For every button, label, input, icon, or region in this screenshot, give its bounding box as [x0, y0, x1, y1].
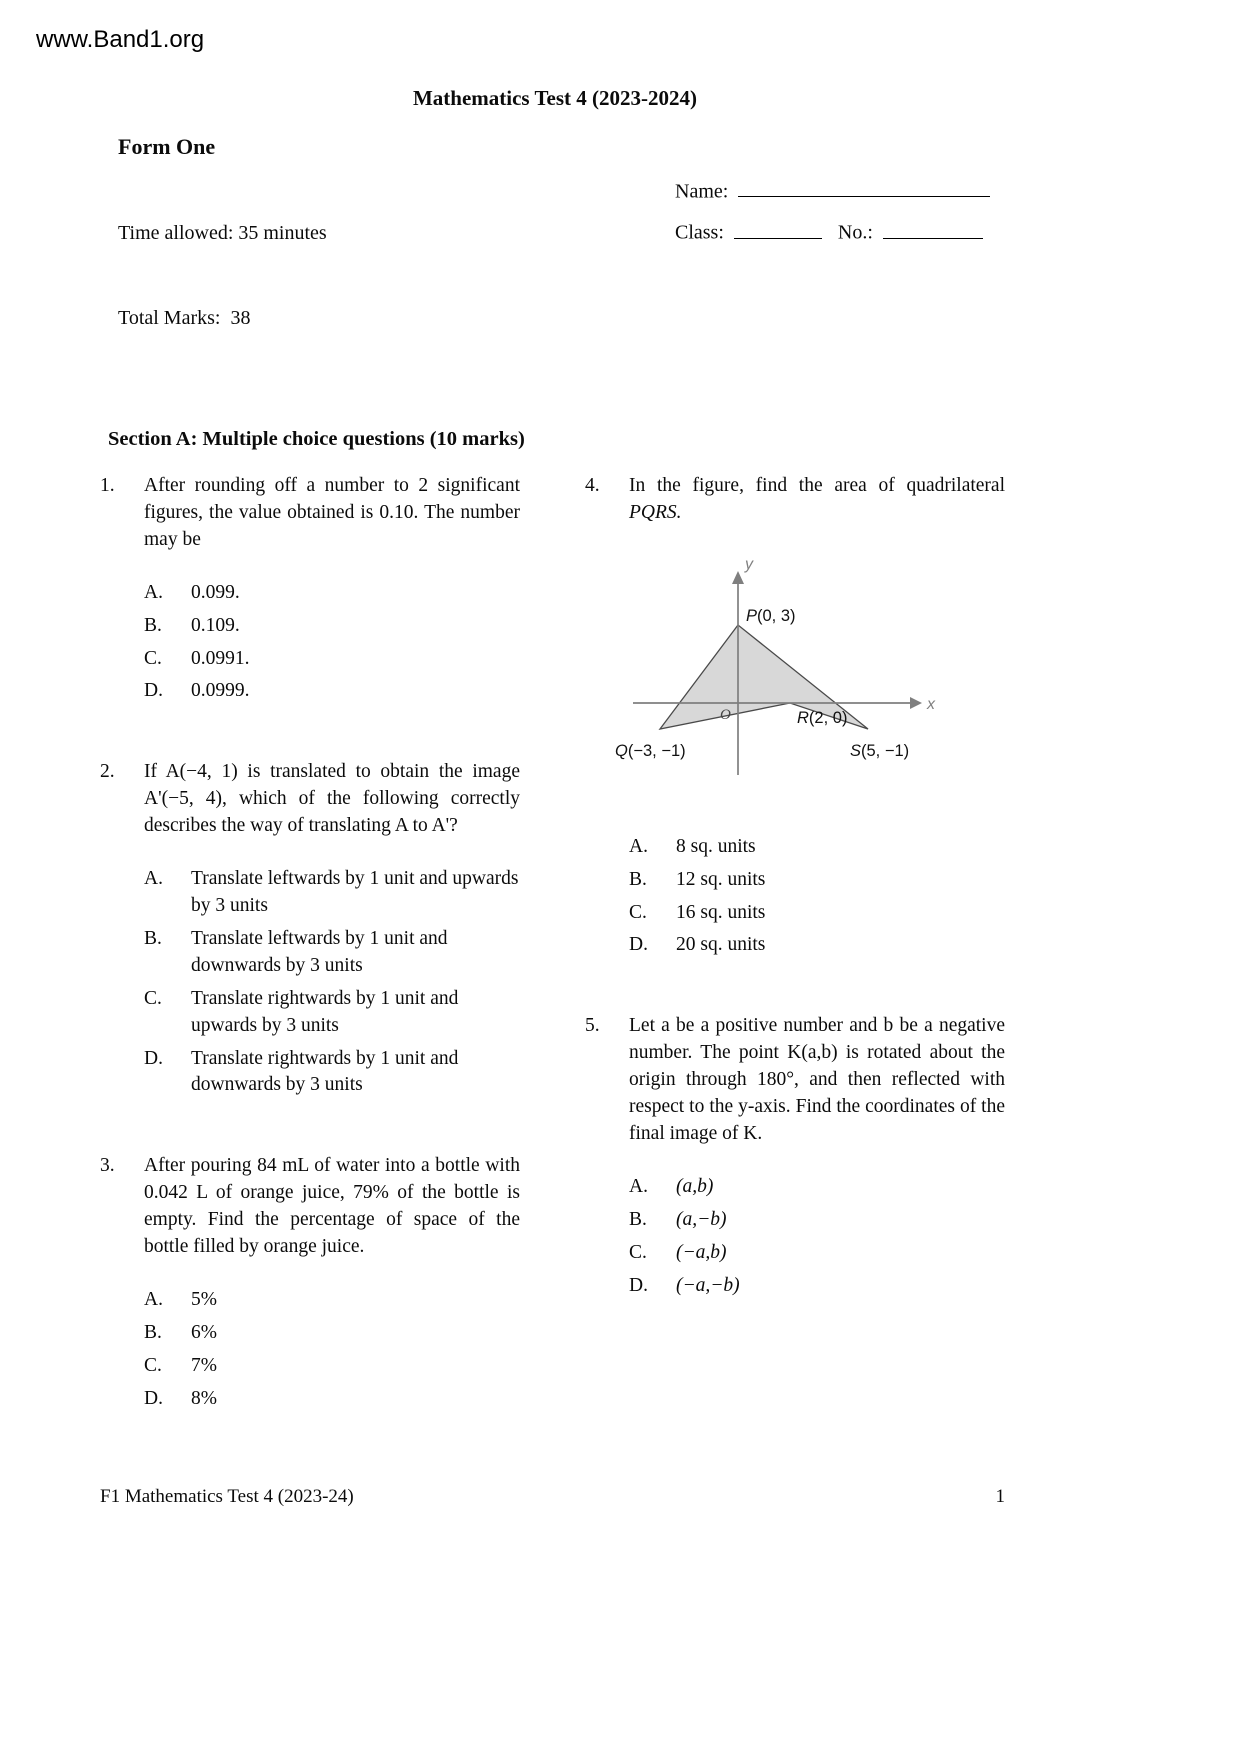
left-column [100, 473, 520, 1419]
form-heading: Form One [118, 134, 216, 159]
question-1 [100, 473, 520, 705]
site-url: www.Band1.org [36, 26, 205, 53]
option-letter: B. [144, 1321, 162, 1343]
option-row [629, 1174, 1005, 1201]
option-row [629, 1207, 1005, 1234]
question-3 [100, 1153, 520, 1412]
question-4-options [629, 834, 1005, 960]
option-letter: C. [629, 1241, 647, 1263]
question-2-options [144, 866, 520, 1099]
question-1-text: After rounding off a number to 2 significant figures, the value obtained is 0.10. The number may be [144, 475, 520, 550]
question-2 [100, 759, 520, 1099]
name-label: Name: [675, 180, 729, 203]
no-label: No.: [837, 221, 873, 244]
option-letter: A. [629, 835, 648, 857]
option-row [144, 1386, 520, 1413]
option-row [629, 900, 1005, 927]
q4-figure-wrapper [611, 543, 1005, 808]
option-letter: C. [144, 987, 162, 1009]
option-text: 0.0999. [191, 680, 250, 702]
option-text: Translate leftwards by 1 unit and downwards by 3 units [191, 927, 448, 976]
point-r-label: R(2, 0) [797, 708, 848, 727]
option-row [144, 678, 520, 705]
option-row [144, 1287, 520, 1314]
class-line [675, 217, 1005, 244]
option-row [629, 834, 1005, 861]
option-row [144, 1320, 520, 1347]
question-3-options [144, 1287, 520, 1413]
question-columns [100, 473, 1005, 1419]
page-content [100, 134, 1005, 1419]
question-5-number: 5. [585, 1015, 600, 1037]
option-text: Translate leftwards by 1 unit and upwards by 3 units [191, 868, 519, 916]
option-letter: A. [144, 581, 163, 603]
question-5-text: Let a be a positive number and b be a negative number. The point K(a,b) is rotated about the origin through 180°, and then reflected with respect to the y-axis. Find the coordinates of the final image of K. [629, 1015, 1005, 1144]
x-axis-label: x [927, 695, 935, 713]
class-label: Class: [675, 221, 724, 244]
question-3-number: 3. [100, 1155, 115, 1177]
option-letter: B. [144, 927, 162, 949]
question-4-text [629, 473, 1005, 527]
option-text: Translate rightwards by 1 unit and upwards by 3 units [191, 987, 459, 1036]
option-row [144, 580, 520, 607]
option-letter: C. [144, 647, 162, 669]
option-row [144, 1046, 520, 1100]
y-axis-arrow [732, 571, 744, 584]
no-blank-field[interactable] [883, 217, 983, 238]
exam-info-left [118, 176, 327, 392]
option-row [629, 1240, 1005, 1267]
point-q-label: Q(−3, −1) [615, 741, 686, 760]
question-5 [585, 1013, 1005, 1299]
option-row [144, 986, 520, 1040]
option-row [144, 646, 520, 673]
option-letter: D. [144, 1387, 163, 1409]
option-letter: D. [629, 934, 648, 956]
option-text: (−a,−b) [676, 1274, 740, 1296]
option-row [629, 1273, 1005, 1300]
option-text: 12 sq. units [676, 868, 766, 890]
q4-coordinate-figure [611, 543, 941, 799]
option-text: 0.109. [191, 614, 240, 636]
option-text: 6% [191, 1321, 217, 1343]
option-text: 20 sq. units [676, 934, 766, 956]
footer-left-text: F1 Mathematics Test 4 (2023-24) [100, 1486, 354, 1507]
option-text: 7% [191, 1354, 217, 1376]
option-letter: D. [144, 1047, 163, 1069]
x-axis-arrow [910, 697, 922, 709]
option-text: 5% [191, 1288, 217, 1310]
option-letter: A. [144, 1288, 163, 1310]
origin-label: O [720, 706, 731, 723]
option-letter: A. [629, 1175, 648, 1197]
question-1-options [144, 580, 520, 706]
option-text: 8% [191, 1387, 217, 1409]
option-row [629, 867, 1005, 894]
option-letter: B. [144, 614, 162, 636]
option-text: 0.0991. [191, 647, 250, 669]
option-text: Translate rightwards by 1 unit and downwards by 3 units [191, 1047, 459, 1096]
question-1-number: 1. [100, 475, 115, 496]
footer-page-number: 1 [995, 1486, 1005, 1507]
option-letter: C. [144, 1354, 162, 1376]
y-axis-label: y [745, 555, 753, 573]
question-4-text-pqrs: PQRS. [629, 501, 682, 523]
question-2-text: If A(−4, 1) is translated to obtain the image A'(−5, 4), which of the following correctly describes the way of translating A to A'? [144, 761, 520, 837]
option-letter: C. [629, 901, 647, 923]
option-letter: A. [144, 868, 163, 890]
total-marks-text: Total Marks: 38 [118, 307, 251, 329]
question-5-options [629, 1174, 1005, 1300]
time-allowed-text: Time allowed: 35 minutes [118, 222, 327, 244]
option-letter: D. [629, 1274, 648, 1296]
page-footer [100, 1486, 1005, 1508]
page-title: Mathematics Test 4 (2023-2024) [412, 86, 698, 110]
option-row [144, 866, 520, 920]
section-a-heading: Section A: Multiple choice questions (10 marks) [108, 428, 525, 450]
question-3-text: After pouring 84 mL of water into a bottle with 0.042 L of orange juice, 79% of the bottle is empty. Find the percentage of space of the bottle filled by orange juice. [144, 1155, 520, 1258]
exam-info-right [675, 176, 1005, 392]
point-p-label: P(0, 3) [746, 606, 796, 625]
option-text: (a,b) [676, 1175, 714, 1197]
question-4-text-main: In the figure, find the area of quadrilateral [629, 475, 1005, 496]
option-text: 16 sq. units [676, 901, 766, 923]
question-4 [585, 473, 1005, 959]
option-row [144, 926, 520, 980]
point-s-label: S(5, −1) [850, 741, 910, 760]
option-text: (a,−b) [676, 1208, 727, 1230]
option-text: 8 sq. units [676, 835, 756, 857]
option-text: 0.099. [191, 581, 240, 603]
name-line [675, 176, 1005, 203]
question-2-number: 2. [100, 761, 115, 783]
option-row [629, 932, 1005, 959]
option-row [144, 613, 520, 640]
option-letter: B. [629, 1208, 647, 1230]
exam-info-row [100, 176, 1005, 392]
name-blank-field[interactable] [738, 176, 990, 197]
question-4-number: 4. [585, 475, 600, 496]
option-letter: B. [629, 868, 647, 890]
class-blank-field[interactable] [734, 217, 822, 238]
right-column [585, 473, 1005, 1419]
option-text: (−a,b) [676, 1241, 727, 1263]
option-row [144, 1353, 520, 1380]
option-letter: D. [144, 680, 163, 702]
